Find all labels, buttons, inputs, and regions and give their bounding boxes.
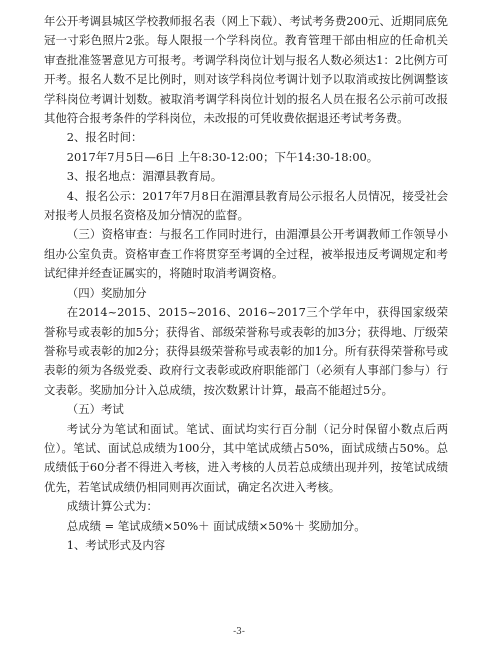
heading-score-formula: 成绩计算公式为： [66, 499, 158, 514]
heading-exam: （五）考试 [66, 402, 124, 417]
heading-registration-time: 2、报名时间： [66, 130, 143, 145]
qualification-review: （三）资格审查：与报名工作同时进行，由湄潭县公开考调教师工作领导小组办公室负责。资格审查工作将贯穿至考调的全过程，被举报违反考调规定和考试纪律并经查证属实的，将随时取消考调资格。 [44, 227, 448, 281]
exam-detail: 考试分为笔试和面试。笔试、面试均实行百分制（记分时保留小数点后两位）。笔试、面试总成绩为100分，其中笔试成绩占50%，面试成绩占50%。总成绩低于60分者不得进入考核，进入考核的人员若总成绩出现并列，按笔试成绩优先，若笔试成绩仍相同则再次面试，确定名次进入考核。 [44, 421, 448, 494]
heading-exam-format: 1、考试形式及内容 [66, 537, 166, 552]
registration-location: 3、报名地点：湄潭县教育局。 [66, 169, 223, 184]
paragraph-registration-materials: 年公开考调县城区学校教师报名表（网上下载）、考试考务费200元、近期同底免冠一寸彩色照片2张。每人限报一个学科岗位。教育管理干部由相应的任命机关审查批准签署意见方可报考。考调学科岗位计划与报名人数必须达1：2比例方可开考。报名人数不足比例时，则对该学科岗位考调计划予以取消或按比例调整该学科岗位考调计划数。被取消考调学科岗位计划的报名人员在报名公示前可改报其他符合报考条件的学科岗位，未改报的可凭收费依据退还考试考务费。 [44, 14, 448, 126]
heading-bonus-points: （四）奖励加分 [66, 285, 147, 300]
document-body [44, 12, 448, 555]
registration-time-value: 2017年7月5日—6日 上午8:30-12:00；下午14:30-18:00。 [66, 149, 379, 164]
bonus-points-detail: 在2014~2015、2015~2016、2016~2017三个学年中，获得国家级荣誉称号或表彰的加5分；获得省、部级荣誉称号或表彰的加3分；获得地、厅级荣誉称号或表彰的加2分；获得县级荣誉称号或表彰的加1分。所有获得荣誉称号或表彰的须为各级党委、政府行文表彰或政府职能部门（必须有人事部门参与）行文表彰。奖励加分计入总成绩，按次数累计计算，最高不能超过5分。 [44, 305, 448, 397]
page-number: -3- [233, 627, 245, 637]
registration-publicity: 4、报名公示：2017年7月8日在湄潭县教育局公示报名人员情况，接受社会对报考人员报名资格及加分情况的监督。 [44, 188, 448, 223]
score-formula: 总成绩 = 笔试成绩×50%＋ 面试成绩×50%＋ 奖励加分。 [66, 518, 366, 533]
